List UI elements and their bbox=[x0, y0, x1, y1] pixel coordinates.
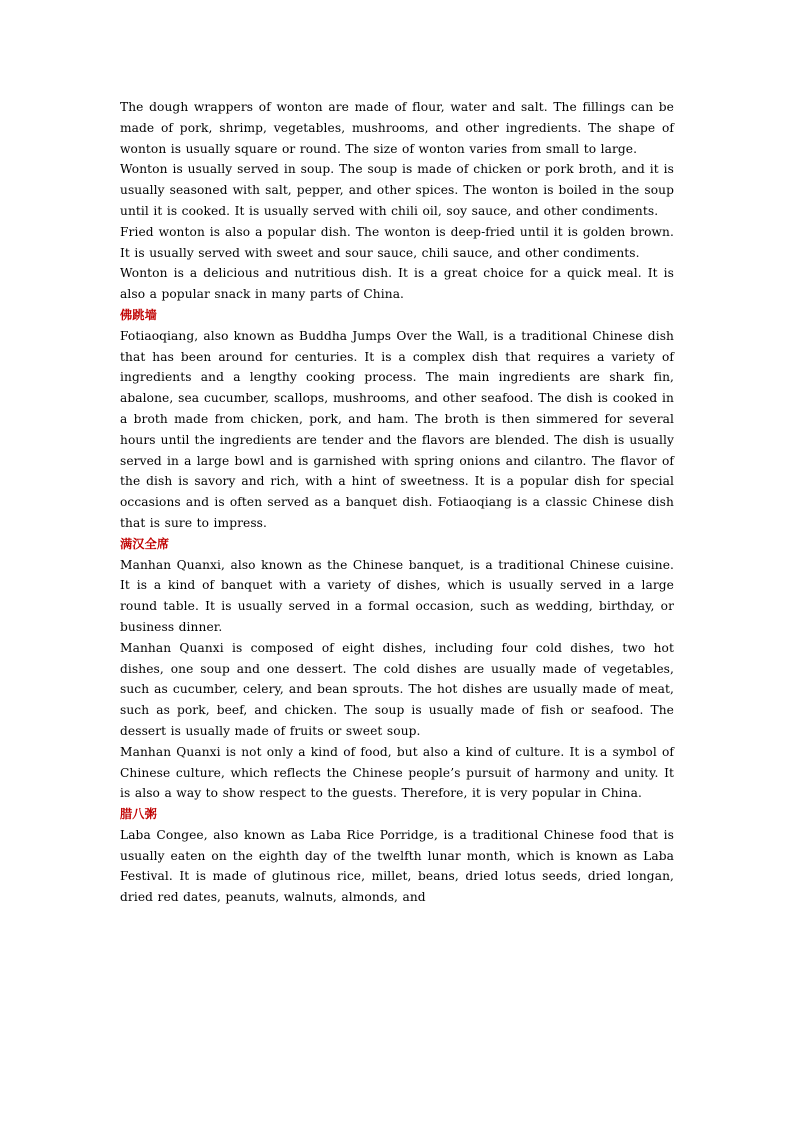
fotiaoqiang-paragraph-1: Fotiaoqiang, also known as Buddha Jumps Over the Wall, is a traditional Chinese dish that has been around for centuries. It is a complex dish that requires a variety of ingredients and a lengthy cooking process. The main ingredients are shark fin, abalone, sea cucumber, scallops, mushrooms, and other seafood. The dish is cooked in a broth made from chicken, pork, and ham. The broth is then simmered for several hours until the ingredients are tender and the flavors are blended. The dish is usually served in a large bowl and is garnished with spring onions and cilantro. The flavor of the dish is savory and rich, with a hint of sweetness. It is a popular dish for special occasions and is often served as a banquet dish. Fotiaoqiang is a classic Chinese dish that is sure to impress. bbox=[120, 328, 674, 530]
fotiaoqiang-section bbox=[120, 305, 674, 534]
laba-congee-paragraph-1: Laba Congee, also known as Laba Rice Porridge, is a traditional Chinese food that is usually eaten on the eighth day of the twelfth lunar month, which is known as Laba Festival. It is made of glutinous rice, millet, beans, dried lotus seeds, dried longan, dried red dates, peanuts, walnuts, almonds, and bbox=[120, 827, 674, 905]
manhan-quanxi-heading: 满汉全席 bbox=[120, 536, 170, 551]
document-page bbox=[120, 97, 674, 908]
laba-congee-section bbox=[120, 804, 674, 908]
manhan-quanxi-paragraph-2: Manhan Quanxi is composed of eight dishes, including four cold dishes, two hot dishes, one soup and one dessert. The cold dishes are usually made of vegetables, such as cucumber, celery, and bean sprouts. The hot dishes are usually made of meat, such as pork, beef, and chicken. The soup is usually made of fish or seafood. The dessert is usually made of fruits or sweet soup. bbox=[120, 640, 674, 738]
wonton-paragraph-4: Wonton is a delicious and nutritious dish. It is a great choice for a quick meal. It is also a popular snack in many parts of China. bbox=[120, 266, 674, 302]
wonton-paragraph-2: Wonton is usually served in soup. The soup is made of chicken or pork broth, and it is usually seasoned with salt, pepper, and other spices. The wonton is boiled in the soup until it is cooked. It is usually served with chili oil, soy sauce, and other condiments. bbox=[120, 162, 674, 218]
wonton-paragraph-3: Fried wonton is also a popular dish. The wonton is deep-fried until it is golden brown. It is usually served with sweet and sour sauce, chili sauce, and other condiments. bbox=[120, 224, 674, 260]
manhan-quanxi-paragraph-3: Manhan Quanxi is not only a kind of food, but also a kind of culture. It is a symbol of Chinese culture, which reflects the Chinese people’s pursuit of harmony and unity. It is also a way to show respect to the guests. Therefore, it is very popular in China. bbox=[120, 744, 674, 801]
manhan-quanxi-section bbox=[120, 534, 674, 804]
laba-congee-heading: 腊八粥 bbox=[120, 807, 157, 822]
manhan-quanxi-paragraph-1: Manhan Quanxi, also known as the Chinese banquet, is a traditional Chinese cuisine. It is a kind of banquet with a variety of dishes, which is usually served in a large round table. It is usually served in a formal occasion, such as wedding, birthday, or business dinner. bbox=[120, 557, 674, 634]
wonton-section bbox=[120, 97, 674, 305]
wonton-paragraph-1: The dough wrappers of wonton are made of flour, water and salt. The fillings can be made of pork, shrimp, vegetables, mushrooms, and other ingredients. The shape of wonton is usually square or round. The size of wonton varies from small to large. bbox=[120, 100, 674, 156]
fotiaoqiang-heading: 佛跳墙 bbox=[120, 307, 157, 322]
